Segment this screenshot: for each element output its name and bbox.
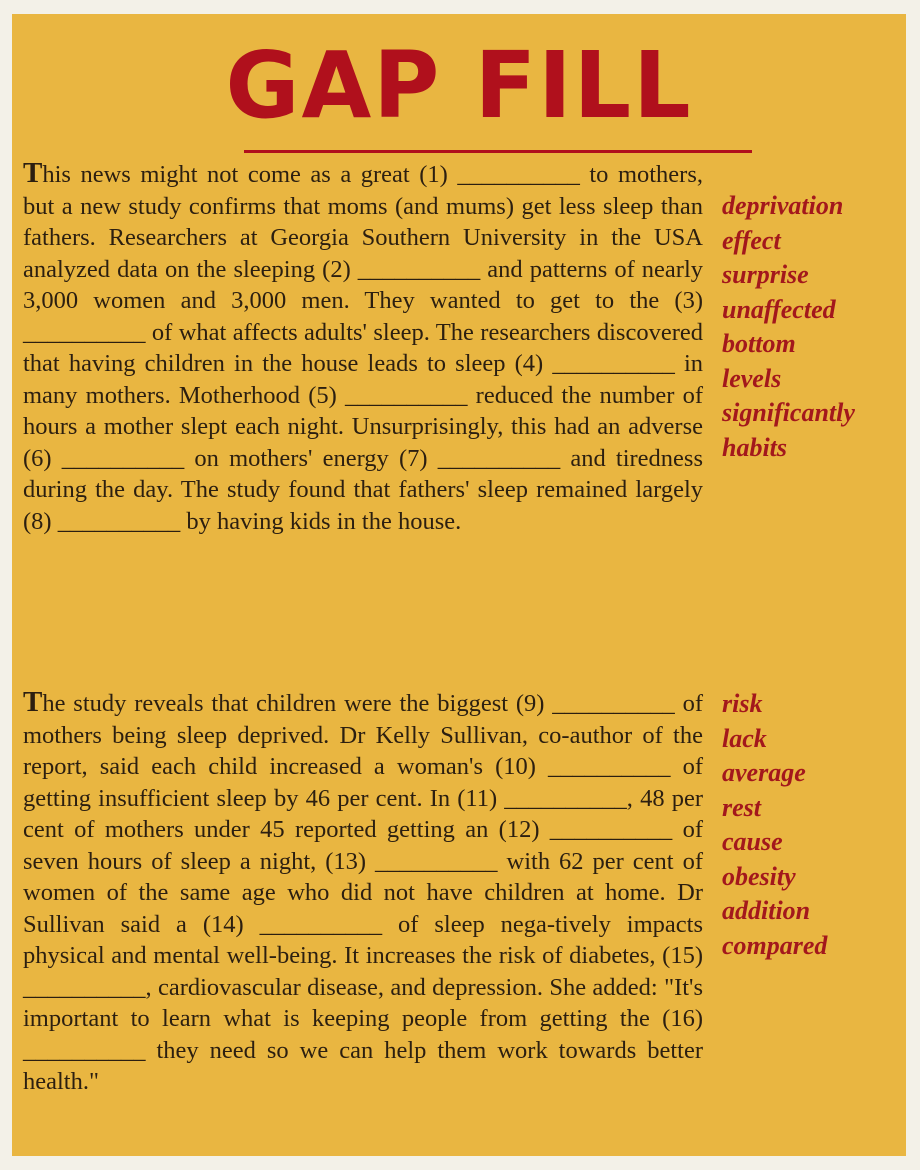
word-bank-item: levels bbox=[722, 363, 782, 393]
word-bank-item: average bbox=[722, 758, 806, 787]
word-bank-item: deprivation bbox=[722, 191, 844, 220]
paragraph-2-dropcap: T bbox=[23, 686, 43, 718]
word-bank-item: significantly bbox=[722, 398, 855, 427]
word-bank-item: unaffected bbox=[722, 294, 836, 324]
word-bank-2 bbox=[722, 687, 902, 963]
paragraph-1 bbox=[23, 158, 703, 537]
word-bank-item: compared bbox=[722, 930, 828, 960]
word-bank-item: surprise bbox=[722, 260, 809, 289]
word-bank-item: risk bbox=[722, 689, 763, 718]
word-bank-item: rest bbox=[722, 792, 761, 822]
word-bank-item: bottom bbox=[722, 329, 796, 358]
word-bank-item: obesity bbox=[722, 861, 796, 891]
paragraph-2-text: he study reveals that children were the biggest (9) __________ of mothers being sleep deprived. Dr Kelly Sullivan, co-author of the report, said each child increased a woman's (10) __________ of getting insufficient sleep by 46 per cent. In (11) __________, 48 per cent of mothers under 45 reported getting an (12) __________ of seven hours of sleep a night, (13) __________ with 62 per cent of women of the same age who did not have children at home. Dr Sullivan said a (14) __________ of sleep nega-tively impacts physical and mental well-being. It increases the risk of diabetes, (15) __________, cardiovascular disease, and depression. She added: "It's important to learn what is keeping people from getting the (16) __________ they need so we can help them work towards better health." bbox=[23, 690, 703, 1095]
word-bank-item: cause bbox=[722, 827, 783, 856]
paragraph-1-text: his news might not come as a great (1) __________ to mothers, but a new study confirms that moms (and mums) get less sleep than fathers. Researchers at Georgia Southern University in the USA analyzed data on the sleeping (2) __________ and patterns of nearly 3,000 women and 3,000 men. They wanted to get to the (3) __________ of what affects adults' sleep. The researchers discovered that having children in the house leads to sleep (4) __________ in many mothers. Motherhood (5) __________ reduced the number of hours a mother slept each night. Unsurprisingly, this had an adverse (6) __________ on mothers' energy (7) __________ and tiredness during the day. The study found that fathers' sleep remained largely (8) __________ by having kids in the house. bbox=[23, 161, 703, 535]
word-bank-item: addition bbox=[722, 896, 811, 925]
paragraph-2 bbox=[23, 687, 703, 1098]
word-bank-item: lack bbox=[722, 723, 767, 753]
page-title: GAP FILL bbox=[225, 32, 693, 139]
worksheet-card bbox=[12, 14, 906, 1156]
word-bank-item: effect bbox=[722, 225, 781, 255]
word-bank-1 bbox=[722, 189, 902, 465]
word-bank-item: habits bbox=[722, 432, 788, 462]
title-underline bbox=[244, 150, 752, 153]
paragraph-1-dropcap: T bbox=[23, 157, 43, 189]
